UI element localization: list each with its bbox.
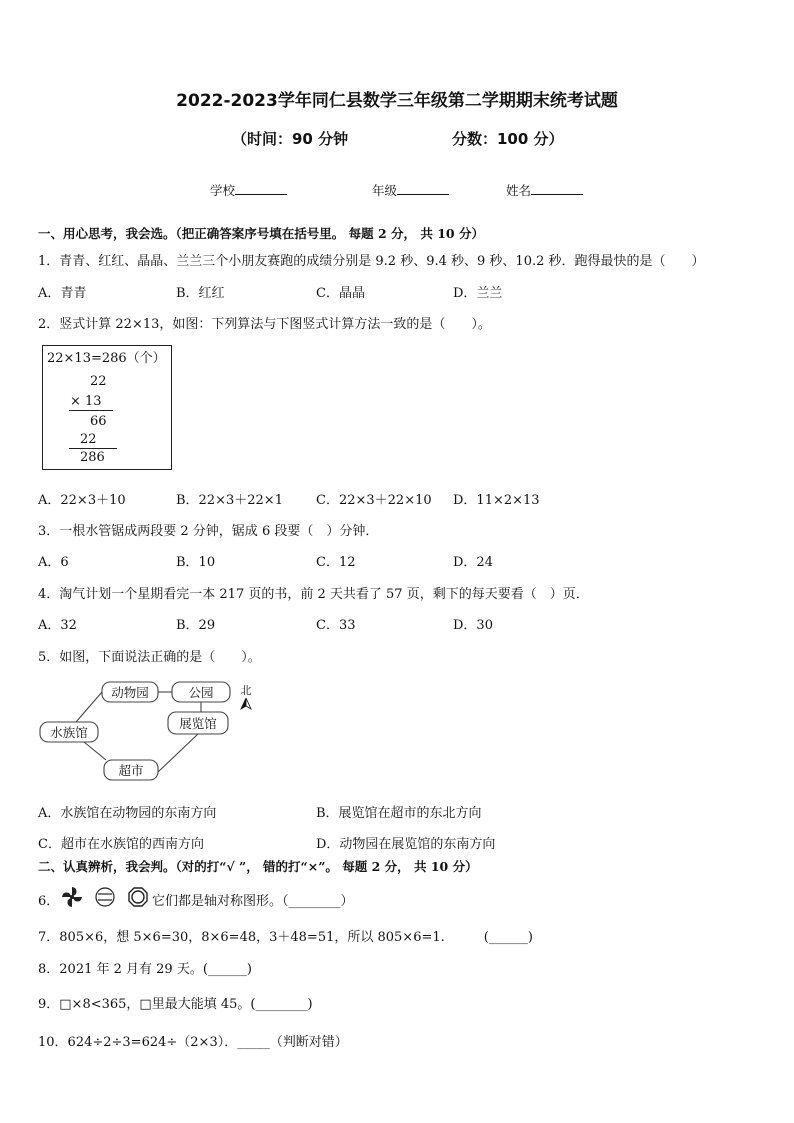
q3-option-b[interactable]: B．10: [176, 555, 216, 570]
school-blank[interactable]: [235, 182, 287, 195]
q3-option-c[interactable]: C．12: [316, 555, 356, 570]
q3-option-a[interactable]: A．6: [38, 555, 69, 570]
question-9: 9．□×8<365，□里最大能填 45。(________): [38, 997, 313, 1012]
question-8: 8．2021 年 2 月有 29 天。(______): [38, 962, 252, 977]
calc-multiplicand: 22: [90, 374, 107, 389]
calc-header: 22×13=286（个）: [47, 351, 166, 366]
q5-option-c[interactable]: C．超市在水族馆的西南方向: [38, 837, 204, 852]
question-10: 10．624÷2÷3=624÷（2×3）．_____（判断对错）: [38, 1035, 348, 1050]
question-2: 2．竖式计算 22×13，如图：下列算法与下图竖式计算方法一致的是（ ）。: [38, 317, 491, 332]
calc-rule-1: [69, 410, 113, 411]
market-label: 超市: [118, 763, 144, 778]
name-label: 姓名: [506, 183, 532, 198]
calc-rule-2: [69, 448, 117, 449]
q2-option-a[interactable]: A．22×3＋10: [38, 493, 126, 508]
question-3: 3．一根水管锯成两段要 2 分钟，锯成 6 段要（ ）分钟．: [38, 524, 379, 539]
q3-option-d[interactable]: D．24: [453, 555, 493, 570]
section2-heading: 二、认真辨析，我会判。（对的打“√ ”， 错的打“×”。 每题 2 分， 共 10 分）: [38, 859, 478, 874]
path-aquarium-market: [84, 742, 106, 760]
north-arrow-icon: [241, 698, 246, 709]
exam-time: （时间：90 分钟: [232, 130, 349, 148]
aquarium-label: 水族馆: [50, 725, 88, 740]
grade-label: 年级: [372, 183, 398, 198]
north-label: 北: [240, 684, 252, 697]
pinwheel-icon: [62, 887, 82, 907]
q4-option-d[interactable]: D．30: [453, 618, 493, 633]
zoo-label: 动物园: [111, 685, 149, 700]
grade-blank[interactable]: [397, 182, 449, 195]
name-blank[interactable]: [531, 182, 583, 195]
question-4: 4．淘气计划一个星期看完一本 217 页的书，前 2 天共看了 57 页，剩下的每天要看（ ）页．: [38, 587, 589, 602]
question-1: 1．青青、红红、晶晶、兰兰三个小朋友赛跑的成绩分别是 9.2 秒、9.4 秒、9 秒、10.2 秒．跑得最快的是（ ）: [38, 254, 705, 269]
calc-result: 286: [80, 450, 105, 465]
q1-option-c[interactable]: C．晶晶: [316, 286, 365, 301]
circle-lines-icon: [96, 888, 114, 906]
calc-partial-1: 66: [90, 414, 107, 429]
q1-option-d[interactable]: D．兰兰: [453, 286, 503, 301]
grade-field[interactable]: [372, 181, 449, 199]
q4-option-c[interactable]: C．33: [316, 618, 356, 633]
question-6: 它们都是轴对称图形。（________）: [152, 894, 354, 909]
q1-option-b[interactable]: B．红红: [176, 286, 225, 301]
q5-option-a[interactable]: A．水族馆在动物园的东南方向: [38, 806, 217, 821]
calc-partial-2: 22: [80, 432, 97, 447]
exhibition-label: 展览馆: [179, 716, 217, 731]
name-field[interactable]: [506, 181, 583, 199]
exam-score: 分数：100 分）: [452, 130, 564, 148]
q6-shapes: [60, 884, 150, 910]
calc-multiplier: × 13: [70, 394, 102, 409]
q1-option-a[interactable]: A．青青: [38, 286, 87, 301]
school-field[interactable]: [210, 181, 287, 199]
octagon-circle-icon: [129, 888, 147, 906]
page-title: 2022-2023学年同仁县数学三年级第二学期期末统考试题: [176, 91, 618, 111]
q2-option-d[interactable]: D．11×2×13: [453, 493, 540, 508]
section1-heading: 一、用心思考，我会选。（把正确答案序号填在括号里。 每题 2 分， 共 10 分）: [38, 226, 484, 241]
q2-option-c[interactable]: C．22×3＋22×10: [316, 493, 432, 508]
school-label: 学校: [210, 183, 236, 198]
q5-option-d[interactable]: D．动物园在展览馆的东南方向: [316, 837, 496, 852]
path-market-exhibition: [158, 734, 198, 772]
question-5: 5．如图，下面说法正确的是（ ）。: [38, 650, 261, 665]
q2-option-b[interactable]: B．22×3＋22×1: [176, 493, 283, 508]
q5-option-b[interactable]: B．展览馆在超市的东北方向: [316, 806, 482, 821]
q4-option-b[interactable]: B．29: [176, 618, 216, 633]
question-6-number: 6．: [38, 894, 60, 909]
question-7: 7．805×6，想 5×6=30，8×6=48，3＋48=51，所以 805×6=1. (______): [38, 930, 533, 945]
direction-map: [36, 676, 266, 786]
vertical-calculation-box: [42, 345, 172, 470]
park-label: 公园: [188, 685, 214, 700]
q4-option-a[interactable]: A．32: [38, 618, 77, 633]
path-zoo-aquarium: [76, 692, 102, 722]
